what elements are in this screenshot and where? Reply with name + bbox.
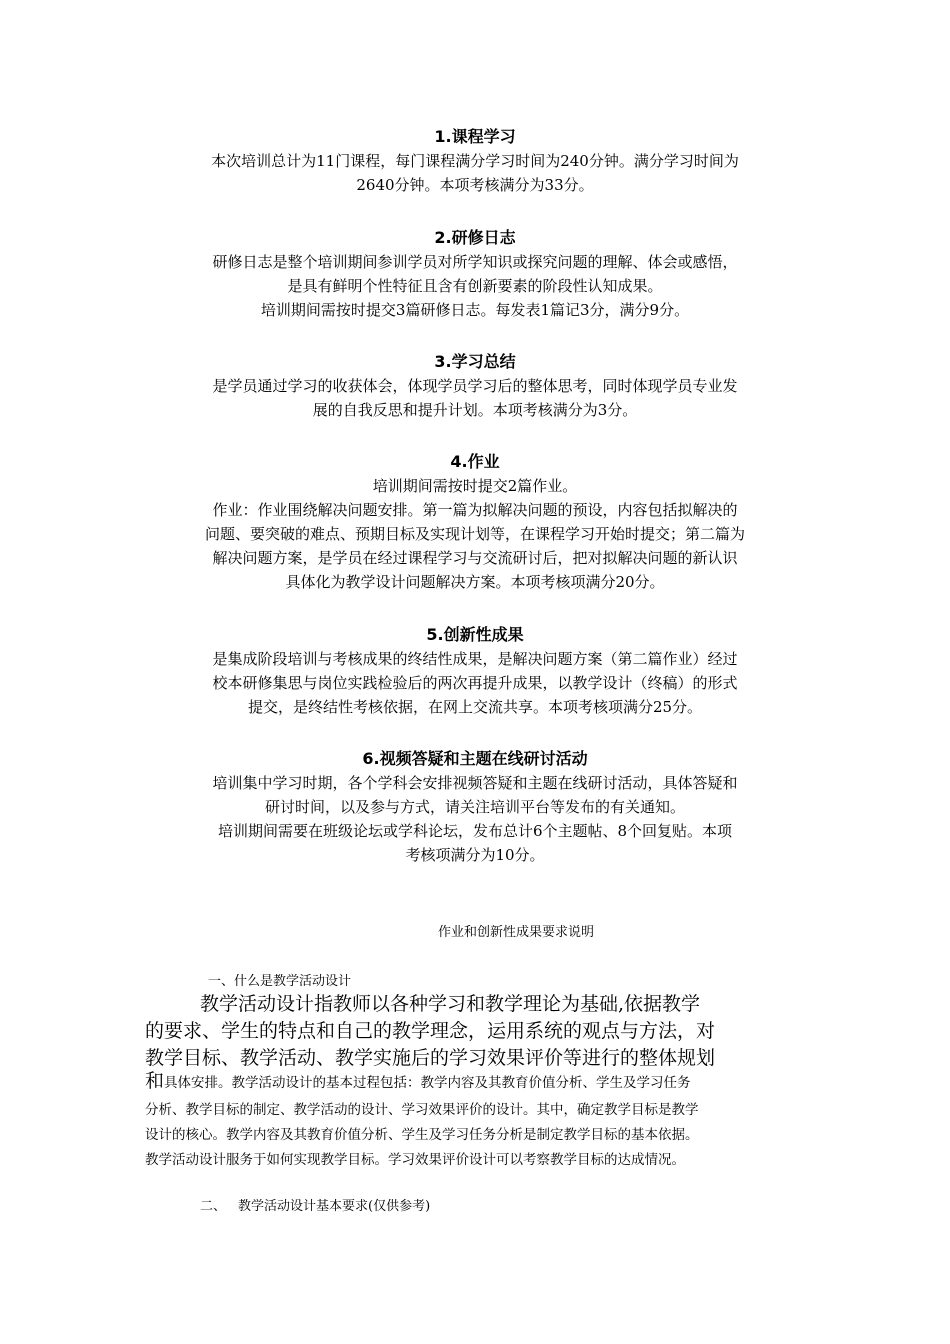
appendix-heading: 教学活动设计基本要求(仅供参考)	[238, 1199, 431, 1214]
section-text: 本次培训总计为11门课程，每门课程满分学习时间为240分钟。满分学习时间为	[211, 152, 739, 170]
body-text: 分析、教学目标的制定、教学活动的设计、学习效果评价的设计。其中，确定教学目标是教学	[145, 1102, 699, 1118]
section-title: 4.作业	[450, 452, 500, 471]
section-text: 考核项满分为10分。	[405, 846, 545, 864]
body-text-mixed	[145, 1070, 691, 1094]
section-title: 5.创新性成果	[426, 625, 524, 644]
body-text: 教学活动设计指教师以各种学习和教学理论为基础,依据教学	[200, 993, 701, 1015]
body-text: 教学目标、教学活动、教学实施后的学习效果评价等进行的整体规划	[145, 1047, 716, 1069]
appendix-title: 作业和创新性成果要求说明	[438, 925, 595, 940]
section-text: 校本研修集思与岗位实践检验后的两次再提升成果，以教学设计（终稿）的形式	[212, 674, 738, 692]
section-text: 提交，是终结性考核依据，在网上交流共享。本项考核项满分25分。	[247, 698, 703, 716]
section-text: 展的自我反思和提升计划。本项考核满分为3分。	[312, 401, 638, 419]
section-text: 解决问题方案，是学员在经过课程学习与交流研讨后，把对拟解决问题的新认识	[212, 549, 738, 567]
section-text: 是学员通过学习的收获体会，体现学员学习后的整体思考，同时体现学员专业发	[212, 377, 738, 395]
section-text: 研修日志是整个培训期间参训学员对所学知识或探究问题的理解、体会或感悟，	[212, 253, 738, 271]
section-text: 是集成阶段培训与考核成果的终结性成果，是解决问题方案（第二篇作业）经过	[212, 650, 738, 668]
section-title: 3.学习总结	[434, 352, 516, 371]
body-text: 的要求、学生的特点和自己的教学理念，运用系统的观点与方法，对	[145, 1020, 716, 1042]
section-text: 2640分钟。本项考核满分为33分。	[356, 176, 594, 194]
section-text: 作业：作业围绕解决问题安排。第一篇为拟解决问题的预设，内容包括拟解决的	[212, 501, 738, 519]
appendix-heading: 一、什么是教学活动设计	[208, 974, 352, 989]
body-text-big-char: 和	[145, 1070, 165, 1092]
section-text: 培训期间需要在班级论坛或学科论坛，发布总计6个主题帖、8个回复贴。本项	[217, 822, 733, 840]
body-text: 设计的核心。教学内容及其教育价值分析、学生及学习任务分析是制定教学目标的基本依据。	[145, 1127, 699, 1143]
section-text: 培训期间需按时提交3篇研修日志。每发表1篇记3分，满分9分。	[260, 301, 690, 319]
section-title: 2.研修日志	[434, 228, 516, 247]
section-text: 问题、要突破的难点、预期目标及实现计划等，在课程学习开始时提交；第二篇为	[204, 525, 745, 543]
section-text: 培训集中学习时期，各个学科会安排视频答疑和主题在线研讨活动，具体答疑和	[212, 774, 738, 792]
body-text-rest: 具体安排。教学活动设计的基本过程包括：教学内容及其教育价值分析、学生及学习任务	[164, 1075, 691, 1091]
section-text: 具体化为教学设计问题解决方案。本项考核项满分20分。	[285, 573, 665, 591]
section-text: 研讨时间，以及参与方式，请关注培训平台等发布的有关通知。	[264, 798, 685, 816]
appendix-heading-number: 二、	[200, 1199, 227, 1214]
section-title: 1.课程学习	[434, 127, 516, 146]
body-text: 教学活动设计服务于如何实现教学目标。学习效果评价设计可以考察教学目标的达成情况。	[145, 1152, 685, 1168]
section-text: 培训期间需按时提交2篇作业。	[372, 477, 578, 495]
section-text: 是具有鲜明个性特征且含有创新要素的阶段性认知成果。	[287, 277, 663, 295]
section-title: 6.视频答疑和主题在线研讨活动	[362, 749, 588, 768]
